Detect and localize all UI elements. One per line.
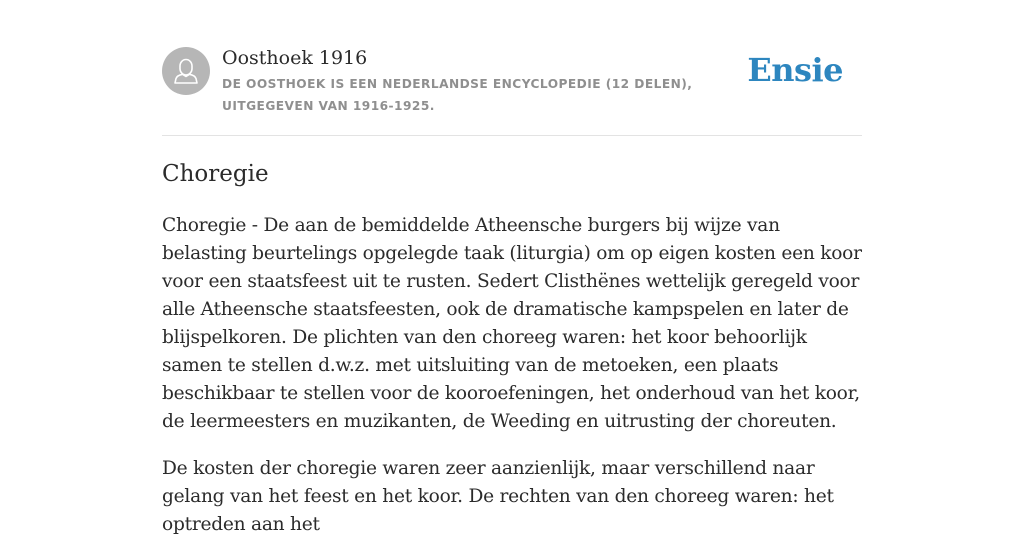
source-header	[162, 46, 862, 136]
article-paragraph: Choregie - De aan de bemiddelde Atheensche burgers bij wijze van belasting beurtelings opgelegde taak (liturgia) om op eigen kosten een koor voor een staatsfeest uit te rusten. Sedert Clisthënes wettelijk geregeld voor alle Atheensche staatsfeesten, ook de dramatische kampspelen en later de blijspelkoren. De plichten van den choreeg waren: het koor behoorlijk samen te stellen d.w.z. met uitsluiting van de metoeken, een plaats beschikbaar te stellen voor de kooroefeningen, het onderhoud van het koor, de leermeesters en muzikanten, de Weeding en uitrusting der choreuten.	[162, 215, 862, 432]
header-divider	[162, 135, 862, 136]
ensie-logo-link[interactable]: Ensie	[747, 51, 843, 89]
article-body	[162, 212, 864, 558]
source-title[interactable]: Oosthoek 1916	[222, 47, 368, 69]
source-description: DE OOSTHOEK IS EEN NEDERLANDSE ENCYCLOPEDIE (12 DELEN), UITGEGEVEN VAN 1916-1925.	[222, 77, 693, 113]
article-paragraph: De kosten der choregie waren zeer aanzienlijk, maar verschillend naar gelang van het feest en het koor. De rechten van den choreeg waren: het optreden aan het	[162, 458, 834, 535]
article-title: Choregie	[162, 161, 269, 187]
user-avatar-icon[interactable]	[162, 47, 210, 95]
